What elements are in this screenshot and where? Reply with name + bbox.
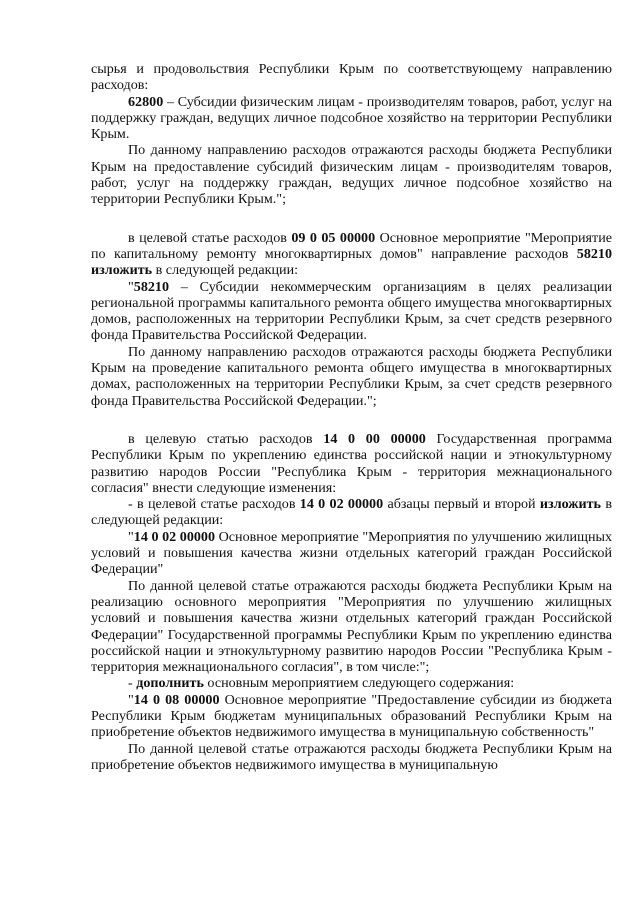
paragraph-8: - в целевой статье расходов 14 0 02 00000 абзацы первый и второй изложить в следующей редакции: [91, 496, 612, 529]
paragraph-6: По данному направлению расходов отражаются расходы бюджета Республики Крым на проведение капитального ремонта общего имущества в многоквартирных домах, расположенных на территории Республики Крым, за счет средств резервного фонда Правительства Российской Федерации."; [91, 343, 612, 409]
paragraph-4: в целевой статье расходов 09 0 05 00000 Основное мероприятие "Мероприятие по капитальному ремонту многоквартирных домов" направление расходов 58210 изложить в следующей редакции: [91, 229, 613, 279]
target-article-code: 14 0 02 00000 [299, 496, 384, 513]
paragraph-13: По данной целевой статье отражаются расходы бюджета Республики Крым на приобретение объектов недвижимого имущества в муниципальную [91, 740, 612, 773]
paragraph-1: сырья и продовольствия Республики Крым по соответствующему направлению расходов: [91, 61, 612, 94]
instruction-verb: изложить [91, 262, 153, 279]
spacer [91, 409, 612, 431]
paragraph-9: "14 0 02 00000 Основное мероприятие "Мероприятия по улучшению жилищных условий и повышения качества жизни отдельных категорий граждан Российской Федерации" [91, 528, 613, 578]
paragraph-10: По данной целевой статье отражаются расходы бюджета Республики Крым на реализацию основного мероприятия "Мероприятия по улучшению жилищных условий и повышения качества жизни отдельных категорий граждан Российской Федерации" Государственной программы Республики Крым по укреплению единства российской нации и этнокультурному развитию народов России "Республика Крым - территория межнационального согласия", в том числе:"; [91, 577, 612, 676]
target-article-code: 14 0 08 00000 [133, 691, 220, 708]
document-body [91, 61, 612, 773]
instruction-verb: дополнить [136, 675, 204, 692]
target-article-code: 14 0 00 00000 [323, 430, 426, 447]
paragraph-2: 62800 – Субсидии физическим лицам - производителям товаров, работ, услуг на поддержку граждан, ведущих личное подсобное хозяйство на территории Республики Крым. [91, 93, 612, 143]
paragraph-3: По данному направлению расходов отражаются расходы бюджета Республики Крым на предоставление субсидий физическим лицам - производителям товаров, работ, услуг на поддержку граждан, ведущих личное подсобное хозяйство на территории Республики Крым."; [91, 142, 612, 208]
spacer [91, 208, 612, 230]
paragraph-12: "14 0 08 00000 Основное мероприятие "Предоставление субсидии из бюджета Республики Крым бюджетам муниципальных образований Республики Крым на приобретение объектов недвижимого имущества в муниципальную собственность" [91, 691, 613, 741]
expense-code: 58210 [576, 245, 612, 262]
expense-code: 62800 [128, 93, 164, 110]
target-article-code: 14 0 02 00000 [133, 528, 216, 545]
paragraph-5: "58210 – Субсидии некоммерческим организациям в целях реализации региональной программы капитального ремонта общего имущества многоквартирных домов, расположенных на территории Республики Крым, за счет средств резервного фонда Правительства Российской Федерации. [91, 278, 612, 344]
paragraph-7: в целевую статью расходов 14 0 00 00000 Государственная программа Республики Крым по укреплению единства российской нации и этнокультурному развитию народов России "Республика Крым - территория межнационального согласия" внести следующие изменения: [91, 430, 613, 496]
target-article-code: 09 0 05 00000 [291, 229, 376, 246]
instruction-verb: изложить [539, 496, 602, 513]
expense-code: 58210 [133, 278, 169, 295]
paragraph-11: - дополнить основным мероприятием следующего содержания: [128, 675, 515, 692]
